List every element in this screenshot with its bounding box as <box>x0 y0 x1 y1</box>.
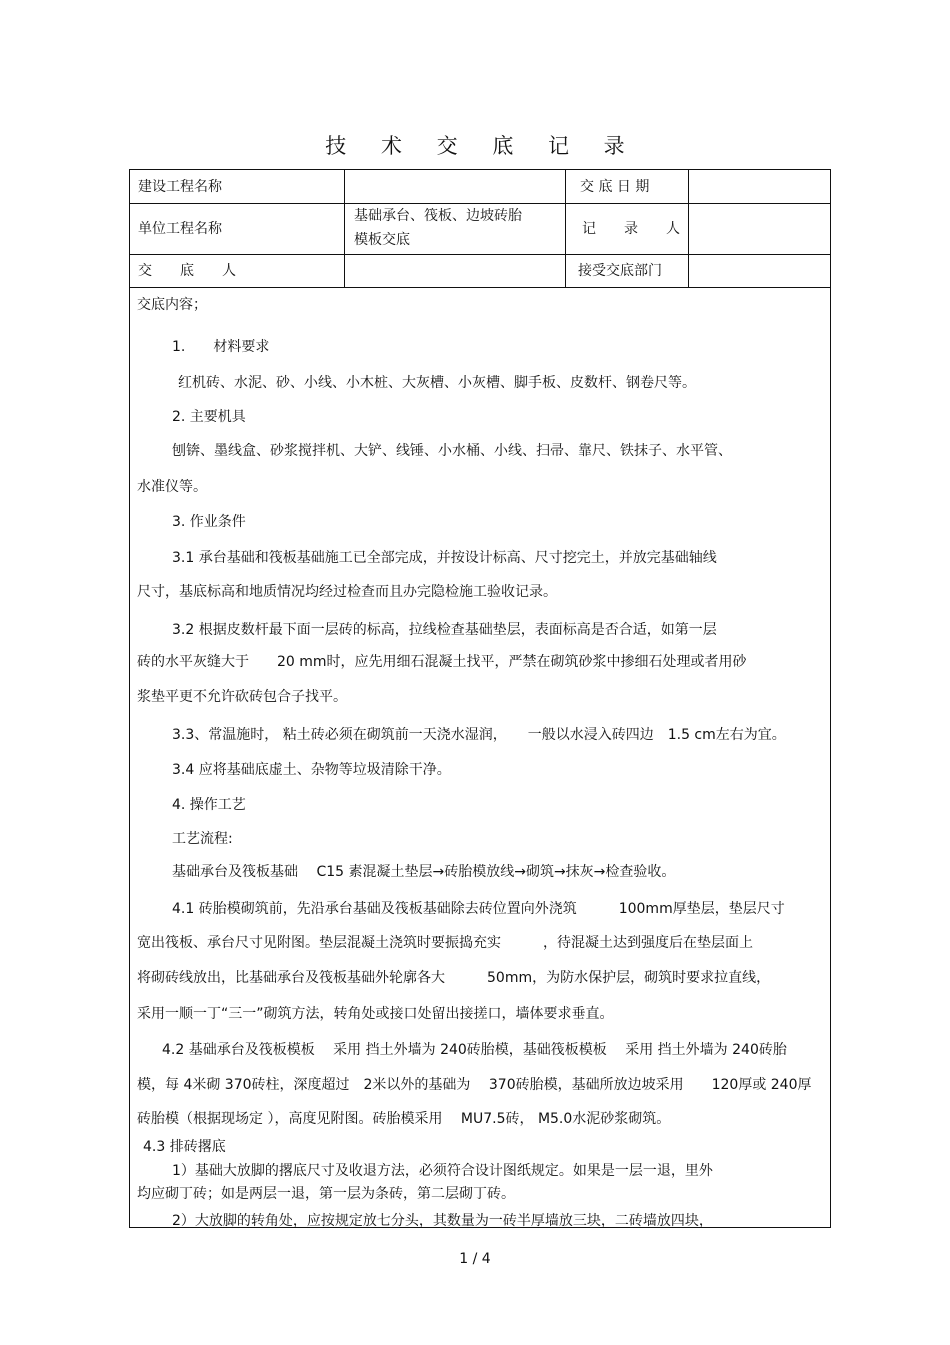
paragraph-line: 工艺流程: <box>172 831 233 847</box>
paragraph-line: 尺寸，基底标高和地质情况均经过检查而且办完隐检施工验收记录。 <box>137 584 557 600</box>
heading-conditions: 3. 作业条件 <box>172 514 246 530</box>
value-unit-project-line1: 基础承台、筏板、边坡砖胎 <box>354 208 522 224</box>
paragraph-line: 2）大放脚的转角处，应按规定放七分头，其数量为一砖半厚墙放三块，二砖墙放四块， <box>172 1213 713 1229</box>
paragraph-line: 3.2 根据皮数杆最下面一层砖的标高，拉线检查基础垫层，表面标高是否合适，如第一层 <box>172 622 717 638</box>
col-divider <box>344 170 345 287</box>
paragraph-line: 3.3、常温施时， 粘土砖必须在砌筑前一天浇水湿润， 一般以水浸入砖四边 1.5 cm左右为宜。 <box>172 727 786 743</box>
paragraph-line: 均应砌丁砖；如是两层一退，第一层为条砖，第二层砌丁砖。 <box>137 1186 515 1202</box>
heading-bricklaying: 4.3 排砖撂底 <box>143 1139 226 1155</box>
heading-materials: 1. 材料要求 <box>172 339 270 355</box>
paragraph-line: 基础承台及筏板基础 C15 素混凝土垫层→砖胎模放线→砌筑→抹灰→检查验收。 <box>172 864 676 880</box>
paragraph-line: 3.4 应将基础底虚土、杂物等垃圾清除干净。 <box>172 762 451 778</box>
paragraph-line: 水准仪等。 <box>137 479 207 495</box>
row-divider <box>130 203 830 204</box>
paragraph-line: 3.1 承台基础和筏板基础施工已全部完成，并按设计标高、尺寸挖完土，并放完基础轴线 <box>172 550 717 566</box>
heading-tools: 2. 主要机具 <box>172 409 246 425</box>
paragraph-line: 4.2 基础承台及筏板模板 采用 挡土外墙为 240砖胎模，基础筏板模板 采用 挡土外墙为 240砖胎 <box>162 1042 787 1058</box>
paragraph-line: 砖的水平灰缝大于 20 mm时，应先用细石混凝土找平，严禁在砌筑砂浆中掺细石处理或者用砂 <box>137 654 747 670</box>
label-project-name: 建设工程名称 <box>138 178 222 195</box>
paragraph-line: 浆垫平更不允许砍砖包合子找平。 <box>137 689 347 705</box>
heading-operation: 4. 操作工艺 <box>172 797 246 813</box>
value-unit-project-line2: 模板交底 <box>354 232 410 248</box>
label-handover-date: 交 底 日 期 <box>580 178 650 195</box>
paragraph-line: 红机砖、水泥、砂、小线、小木桩、大灰槽、小灰槽、脚手板、皮数杆、钢卷尺等。 <box>178 375 696 391</box>
paragraph-line: 模，每 4米砌 370砖柱，深度超过 2米以外的基础为 370砖胎模，基础所放边坡采用 120厚或 240厚 <box>137 1077 812 1093</box>
col-divider <box>565 170 566 287</box>
paragraph-line: 采用一顺一丁“三一”砌筑方法，转角处或接口处留出接搓口，墙体要求垂直。 <box>137 1006 614 1022</box>
page-number: 1 / 4 <box>459 1251 491 1267</box>
label-handover-person: 交 底 人 <box>138 262 236 279</box>
paragraph-line: 刨锛、墨线盒、砂浆搅拌机、大铲、线锤、小水桶、小线、扫帚、靠尺、铁抹子、水平管、 <box>172 443 732 459</box>
paragraph-line: 砖胎模（根据现场定 ），高度见附图。砖胎模采用 MU7.5砖， M5.0水泥砂浆砌筑。 <box>137 1111 671 1127</box>
paragraph-line: 宽出筏板、承台尺寸见附图。垫层混凝土浇筑时要振捣充实 ，待混凝土达到强度后在垫层面上 <box>137 935 753 951</box>
content-intro: 交底内容； <box>137 297 207 313</box>
paragraph-line: 1）基础大放脚的撂底尺寸及收退方法，必须符合设计图纸规定。如果是一层一退，里外 <box>172 1163 713 1179</box>
label-unit-project-name: 单位工程名称 <box>138 220 222 237</box>
paragraph-line: 4.1 砖胎模砌筑前，先沿承台基础及筏板基础除去砖位置向外浇筑 100mm厚垫层，垫层尺寸 <box>172 901 785 917</box>
paragraph-line: 将砌砖线放出，比基础承台及筏板基础外轮廓各大 50mm，为防水保护层，砌筑时要求拉直线， <box>137 970 771 986</box>
row-divider <box>130 287 830 288</box>
label-receiving-department: 接受交底部门 <box>578 262 662 279</box>
label-recorder: 记 录 人 <box>582 220 680 237</box>
document-title: 技 术 交 底 记 录 <box>325 134 639 158</box>
col-divider <box>688 170 689 287</box>
